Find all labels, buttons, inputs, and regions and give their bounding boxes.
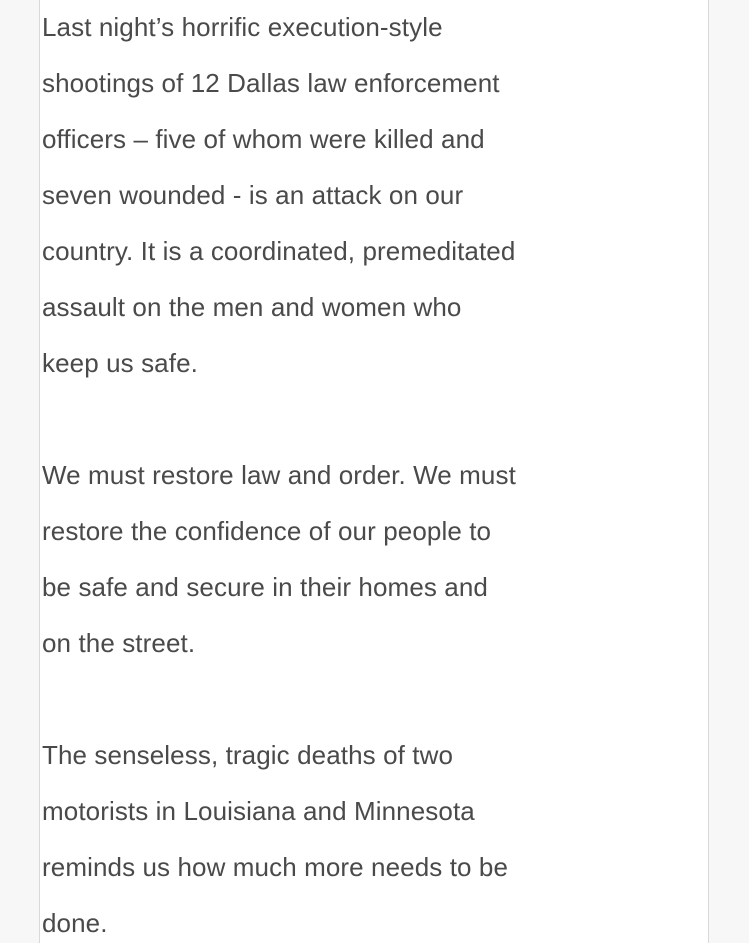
paragraph-3-line-4: done. <box>42 908 108 938</box>
paragraph-3-line-2: motorists in Louisiana and Minnesota <box>42 796 475 826</box>
paragraph-1-line-6: assault on the men and women who <box>42 292 462 322</box>
paragraph-1-line-1: Last night’s horrific execution-style <box>42 12 443 42</box>
paragraph-2 <box>42 447 662 671</box>
paragraph-3 <box>42 727 662 943</box>
paragraph-1-line-2: shootings of 12 Dallas law enforcement <box>42 68 500 98</box>
paragraph-1-line-7: keep us safe. <box>42 348 198 378</box>
paragraph-1-line-5: country. It is a coordinated, premeditated <box>42 236 516 266</box>
statement-panel <box>39 0 709 943</box>
paragraph-3-line-1: The senseless, tragic deaths of two <box>42 740 454 770</box>
paragraph-3-line-3: reminds us how much more needs to be <box>42 852 509 882</box>
statement-body <box>42 0 662 943</box>
paragraph-2-line-3: be safe and secure in their homes and <box>42 572 488 602</box>
paragraph-1 <box>42 0 662 391</box>
paragraph-2-line-1: We must restore law and order. We must <box>42 460 516 490</box>
paragraph-2-line-4: on the street. <box>42 628 196 658</box>
paragraph-1-line-3: officers – five of whom were killed and <box>42 124 485 154</box>
paragraph-1-line-4: seven wounded - is an attack on our <box>42 180 464 210</box>
paragraph-2-line-2: restore the confidence of our people to <box>42 516 492 546</box>
